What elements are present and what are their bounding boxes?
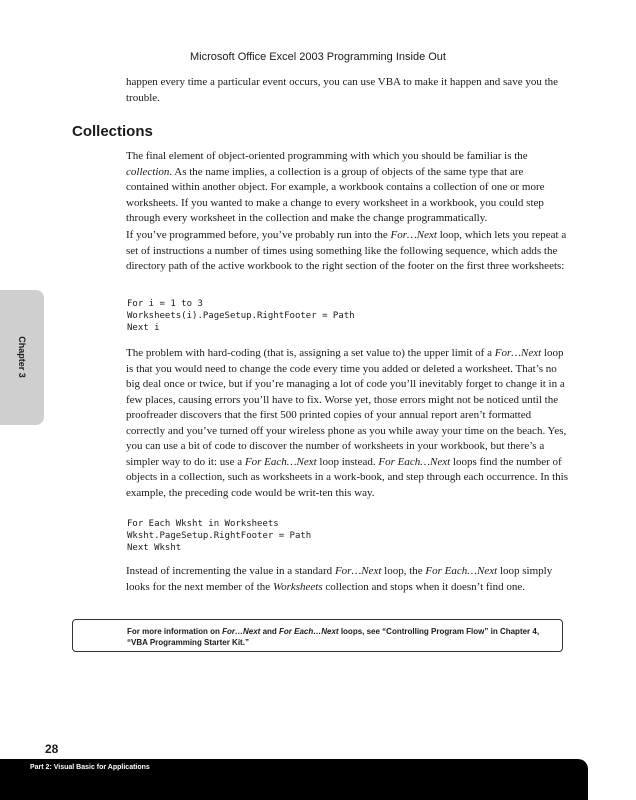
paragraph-for-next-intro: If you’ve programmed before, you’ve probably run into the For…Next loop, which lets you repeat a set of instructions a number of times using something like the following sequence, which adds the directory path of the active workbook to the right section of the footer on the first three worksheets: <box>126 229 567 272</box>
chapter-tab <box>0 290 44 425</box>
code-block-for-next: For i = 1 to 3 Worksheets(i).PageSetup.RightFooter = Path Next i <box>127 299 355 333</box>
running-header: Microsoft Office Excel 2003 Programming Inside Out <box>190 51 446 63</box>
cross-reference-note: For more information on For…Next and For Each…Next loops, see “Controlling Program Flow” in Chapter 4, “VBA Programming Starter Kit.” <box>72 619 563 652</box>
paragraph-collection-definition: The final element of object-oriented programming with which you should be familiar is the collection. As the name implies, a collection is a group of objects of the same type that are contained within another object. For example, a workbook contains a collection of one or more worksheets. If you wanted to make a change to every worksheet in a workbook, you could step through every worksheet in the collection and make the change programmatically. <box>126 150 545 224</box>
chapter-tab-label: Chapter 3 <box>17 336 27 378</box>
section-heading: Collections <box>72 123 153 140</box>
paragraph-for-each-explanation: Instead of incrementing the value in a standard For…Next loop, the For Each…Next loop simply looks for the next member of the Worksheets collection and stops when it doesn’t find one. <box>126 565 553 593</box>
intro-paragraph: happen every time a particular event occurs, you can use VBA to make it happen and save you the trouble. <box>126 76 559 104</box>
footer-bar <box>0 759 588 800</box>
page-number: 28 <box>45 742 59 756</box>
code-block-for-each: For Each Wksht in Worksheets Wksht.PageSetup.RightFooter = Path Next Wksht <box>127 519 312 553</box>
part-label: Part 2: Visual Basic for Applications <box>30 764 150 771</box>
paragraph-hard-coding-problem: The problem with hard-coding (that is, assigning a set value to) the upper limit of a For…Next loop is that you would need to change the code every time you added or deleted a worksheet. That’s no big deal once or twice, but if you’re managing a lot of code you’ll inevitably forget to change it in a few places, causing errors you’ll have to fix. Worse yet, those errors might not be noticed until the proofreader discovers that the first 500 printed copies of your annual report aren’t formatted correctly and you’ve turned off your wireless phone as you while away your time on the beach. Yes, you can use a bit of code to discover the number of worksheets in your workbook, but there’s a simpler way to do it: use a For Each…Next loop instead. For Each…Next loops find the number of objects in a collection, such as worksheets in a work-book, and step through each occurrence. In this example, the preceding code would be writ-ten this way. <box>126 347 569 499</box>
